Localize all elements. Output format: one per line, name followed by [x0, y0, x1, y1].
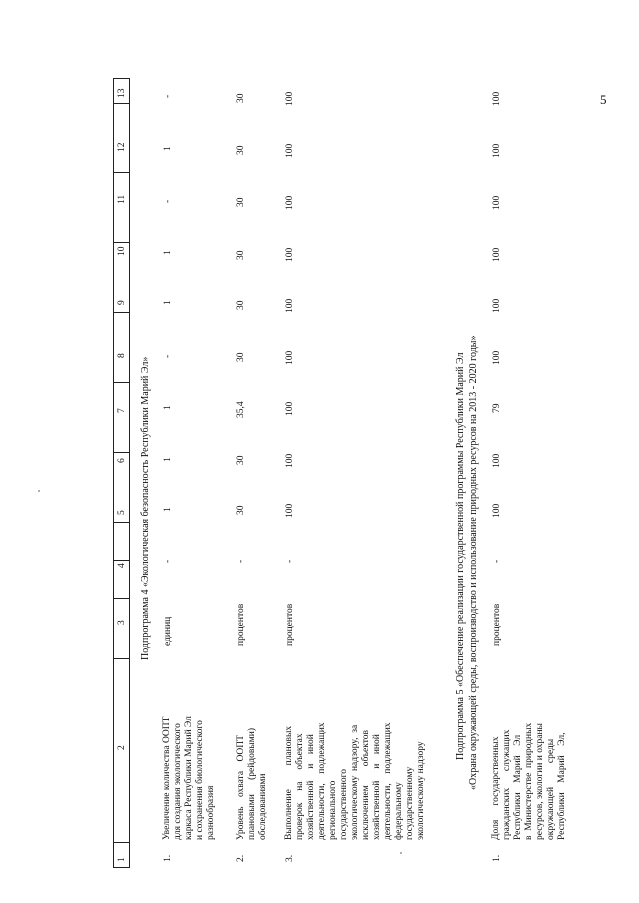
page-number: 5 [600, 92, 607, 107]
scan-speck [38, 490, 40, 492]
row3-name-line: экологическому надзору [416, 741, 426, 840]
row1-name-line: для создания экологического [173, 723, 183, 840]
col-sep [113, 598, 130, 599]
row3-name-line: деятельности, подлежащих [383, 722, 393, 840]
row1-col7: 1 [163, 405, 173, 410]
row4-name-line: окружающей среды [546, 738, 556, 840]
header-col-5: 5 [117, 510, 127, 515]
row1-col13: - [163, 94, 173, 98]
row3-name-line: экологическому надзору, за [350, 724, 360, 840]
row3-name-line: государственного [339, 768, 349, 840]
row2-col5: 30 [236, 505, 246, 515]
row4-col8: 100 [492, 350, 502, 365]
col-sep [113, 560, 130, 561]
subprogram5-title-line1: Подпрограмма 5 «Обеспечение реализации государственной программы Республики Марий Эл [455, 352, 466, 760]
row1-name-line: разнообразия [206, 785, 216, 840]
row3-number: 3. [285, 854, 295, 862]
col-sep [113, 522, 130, 523]
row4-name-line: Республики Марий Эл [513, 734, 523, 840]
row4-col11: 100 [492, 195, 502, 210]
header-col-7: 7 [117, 408, 127, 413]
row3-col5: 100 [285, 503, 295, 518]
row1-col9: 1 [163, 300, 173, 305]
row3-name-line: федеральному [394, 782, 404, 840]
row2-col10: 30 [236, 250, 246, 260]
header-col-13: 13 [117, 88, 127, 98]
row1-name-line: и сохранения биологического [195, 720, 205, 840]
header-col-6: 6 [117, 458, 127, 463]
row2-col4: - [236, 559, 246, 563]
row3-name-line: деятельности, подлежащих [317, 722, 327, 840]
col-sep [113, 842, 130, 843]
row1-col5: 1 [163, 507, 173, 512]
row1-name-line: каркаса Республики Марий Эл [184, 716, 194, 840]
row2-col6: 30 [236, 455, 246, 465]
row1-col12: 1 [163, 146, 173, 151]
row1-col11: - [163, 199, 173, 203]
col-sep [113, 172, 130, 173]
col-sep [113, 382, 130, 383]
row3-col13: 100 [285, 91, 295, 106]
row2-name-line: обследованиями [258, 773, 268, 840]
row3-col4: - [285, 559, 295, 563]
row1-name-line: Увеличение количества ООПТ [162, 716, 172, 840]
row2-unit: процентов [236, 603, 246, 646]
row1-name [162, 660, 217, 840]
row4-name-line: Республики Марий Эл, [557, 732, 567, 840]
header-col-10: 10 [117, 246, 127, 256]
header-col-1: 1 [117, 857, 127, 862]
row1-col6: 1 [163, 457, 173, 462]
row3-col9: 100 [285, 298, 295, 313]
row2-name [236, 660, 269, 840]
subprogram4-title: Подпрограмма 4 «Экологическая безопасность Республики Марий Эл» [140, 356, 151, 660]
row4-name-line: ресурсов, экологии и охраны [535, 723, 545, 840]
row3-name-line: регионального [328, 780, 338, 840]
row4-col13: 100 [492, 91, 502, 106]
row4-number: 1. [492, 854, 502, 862]
row2-col7: 35,4 [236, 401, 246, 418]
row3-name-line: исключением объектов [361, 729, 371, 840]
row4-name-line: в Министерстве природных [524, 722, 534, 840]
header-col-2: 2 [117, 745, 127, 750]
row1-col8: - [163, 354, 173, 358]
subprogram5-title-line2: «Охрана окружающей среды, воспроизводство и использование природных ресурсов на 2013 - 2020 годы» [468, 335, 479, 790]
col-sep [113, 312, 130, 313]
row1-unit: единиц [163, 616, 173, 646]
row4-unit: процентов [492, 603, 502, 646]
row4-name-line: гражданских служащих [502, 729, 512, 840]
row3-name-line: проверок на объектах [295, 733, 305, 840]
row4-col7: 79 [492, 403, 502, 413]
col-sep [113, 452, 130, 453]
col-sep [113, 658, 130, 659]
table-border-left [113, 78, 114, 868]
row3-col11: 100 [285, 195, 295, 210]
row2-col13: 30 [236, 93, 246, 103]
row4-col12: 100 [492, 143, 502, 158]
header-col-9: 9 [117, 300, 127, 305]
row3-col10: 100 [285, 247, 295, 262]
row4-name [491, 660, 568, 840]
row3-col6: 100 [285, 453, 295, 468]
header-col-11: 11 [117, 194, 127, 204]
header-row-divider [129, 78, 130, 868]
table-border-bottom [113, 867, 130, 868]
row4-col10: 100 [492, 247, 502, 262]
row4-col6: 100 [492, 453, 502, 468]
scan-speck [400, 852, 402, 854]
row4-col9: 100 [492, 298, 502, 313]
row3-unit: процентов [285, 603, 295, 646]
row2-col12: 30 [236, 145, 246, 155]
row4-col5: 100 [492, 503, 502, 518]
row2-col11: 30 [236, 197, 246, 207]
header-col-8: 8 [117, 353, 127, 358]
row2-name-line: Уровень охвата ООПТ [236, 735, 246, 840]
row3-col12: 100 [285, 143, 295, 158]
row1-number: 1. [163, 854, 173, 862]
row3-name-line: хозяйственной и иной [306, 734, 316, 840]
row2-name-line: плановыми (рейдовыми) [247, 727, 257, 840]
row1-col10: 1 [163, 250, 173, 255]
row3-name-line: Выполнение плановых [284, 725, 294, 840]
col-sep [113, 103, 130, 104]
row3-name [284, 660, 427, 840]
row2-number: 2. [236, 854, 246, 862]
header-col-3: 3 [117, 620, 127, 625]
header-col-12: 12 [117, 142, 127, 152]
table-border-top [113, 78, 130, 79]
row3-col8: 100 [285, 350, 295, 365]
row4-name-line: Доля государственных [491, 736, 501, 840]
col-sep [113, 242, 130, 243]
row4-col4: - [492, 559, 502, 563]
row3-name-line: хозяйственной и иной [372, 734, 382, 840]
header-col-4: 4 [117, 563, 127, 568]
row2-col9: 30 [236, 300, 246, 310]
row3-col7: 100 [285, 401, 295, 416]
row1-col4: - [163, 559, 173, 563]
row2-col8: 30 [236, 352, 246, 362]
row3-name-line: государственному [405, 766, 415, 840]
